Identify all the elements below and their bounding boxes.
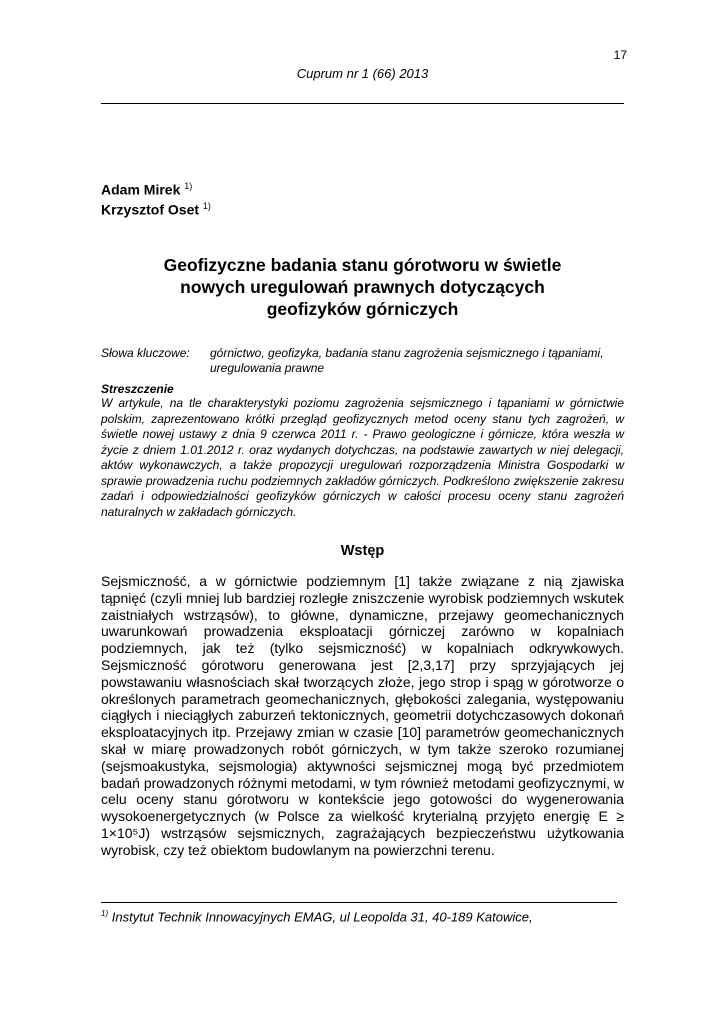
author-2	[101, 201, 211, 218]
author-1	[101, 181, 192, 198]
paper-title	[101, 254, 624, 320]
author-name: Adam Mirek	[101, 181, 181, 198]
footnote-rule	[101, 902, 617, 903]
affiliation-mark: 1)	[184, 181, 193, 191]
header-rule	[101, 103, 624, 104]
abstract-text: W artykule, na tle charakterystyki poziomu zagrożenia sejsmicznego i tąpaniami w górnictwie polskim, zaprezentowano krótki przegląd geofizycznych metod oceny stanu tych zagrożeń, w świetle nowej ustawy z dnia 9 czerwca 2011 r. - Prawo geologiczne i górnicze, która weszła w życie z dniem 1.01.2012 r. oraz wydanych dotychczas, na podstawie zawartych w niej delegacji, aktów wykonawczych, a także propozycji uregulowań rozporządzenia Ministra Gospodarki w sprawie prowadzenia ruchu podziemnych zakładów górniczych. Podkreślono zwiększenie zakresu zadań i odpowiedzialności geofizyków górniczych w całości procesu oceny stanu zagrożeń naturalnych w zakładach górniczych.	[101, 396, 624, 519]
title-line: nowych uregulowań prawnych dotyczących	[180, 277, 545, 297]
footnote-mark: 1)	[101, 909, 109, 918]
keywords-text: górnictwo, geofizyka, badania stanu zagrożenia sejsmicznego i tąpaniami, uregulowania prawne	[210, 346, 604, 375]
author-name: Krzysztof Oset	[101, 201, 200, 218]
section-heading: Wstęp	[340, 543, 385, 559]
footnote	[101, 909, 624, 924]
footnote-text: Instytut Technik Innowacyjnych EMAG, ul Leopolda 31, 40-189 Katowice,	[111, 909, 533, 925]
page-number: 17	[613, 48, 627, 62]
title-line: Geofizyczne badania stanu górotworu w świetle	[163, 255, 562, 275]
section-body: Sejsmiczność, a w górnictwie podziemnym [1] także związane z nią zjawiska tąpnięć (czyli mniej lub bardziej rozległe zniszczenie wyrobisk podziemnych wskutek zaistniałych wstrząsów), to główne, dynamiczne, przejawy geomechanicznych uwarunkowań prowadzenia eksploatacji górniczej zarówno w kopalniach podziemnych, jak też (tylko sejsmiczność) w kopalniach odkrywkowych. Sejsmiczność górotworu generowana jest [2,3,17] przy sprzyjających jej powstawaniu własnościach skał tworzących złoże, jego strop i spąg w górotworze o określonych parametrach geomechanicznych, głębokości zalegania, występowaniu ciągłych i nieciągłych zaburzeń tektonicznych, geometrii dotychczasowych dokonań eksploatacyjnych itp. Przejawy zmian w czasie [10] parametrów geomechanicznych skał w miarę prowadzonych robót górniczych, w tym także szeroko rozumianej (sejsmoakustyka, sejsmologia) aktywności sejsmicznej mogą być przedmiotem badań prowadzonych różnymi metodami, w tym również metodami geofizycznymi, w celu oceny stanu górotworu w kontekście jego gotowości do wygenerowania wysokoenergetycznych (w Polsce za wielkość kryterialną przyjęto energię E ≥ 1×10⁵J) wstrząsów sejsmicznych, zagrażających bezpieczeństwu użytkowania wyrobisk, czy też obiektom budowlanym na powierzchni terenu.	[101, 573, 624, 858]
abstract-heading: Streszczenie	[101, 382, 174, 396]
affiliation-mark: 1)	[202, 201, 211, 211]
title-line: geofizyków górniczych	[266, 299, 459, 319]
journal-header: Cuprum nr 1 (66) 2013	[296, 66, 429, 81]
keywords-label: Słowa kluczowe:	[101, 346, 190, 360]
